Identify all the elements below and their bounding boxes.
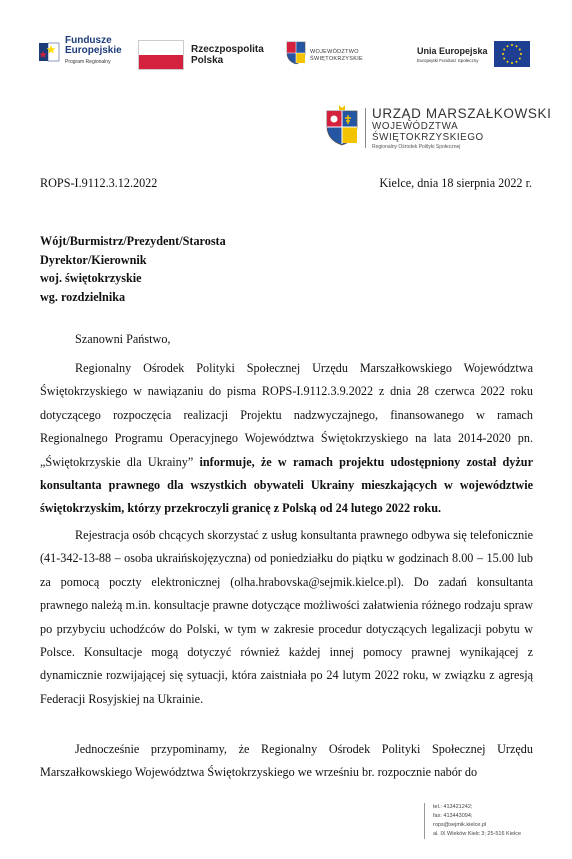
recipient-line: wg. rozdzielnika (40, 289, 126, 304)
fe-line3: Program Regionalny (65, 59, 111, 65)
ws-line2: ŚWIĘTOKRZYSKIE (310, 55, 363, 62)
rp-line2: Polska (191, 55, 224, 66)
paragraph-1-text: Regionalny Ośrodek Polityki Społecznej Urzędu Marszałkowskiego Województwa Świętokrzyskiego w nawiązaniu do pisma ROPS-I.9112.3.9.2022 z dnia 28 czerwca 2022 roku dotyczącego rozpoczęcia realizacji Projektu nadzwyczajnego, finansowanego w ramach Regionalnego Programu Operacyjnego Województwa Świętokrzyskiego na lata 2014-2020 pn. „Świętokrzyskie dla Ukrainy” (40, 361, 533, 469)
large-coat-of-arms-icon (325, 104, 359, 151)
reference-number: ROPS-I.9112.3.12.2022 (40, 176, 158, 190)
urzad-marszalkowski-logo (325, 104, 572, 151)
fe-line1: Fundusze (65, 35, 112, 46)
recipient-line: woj. świętokrzyskie (40, 271, 142, 285)
footer-phone: tel.: 413421242; (433, 804, 473, 810)
ws-line1: WOJEWÓDZTWO (310, 48, 359, 55)
recipient-line: Wójt/Burmistrz/Prezydent/Starosta (40, 234, 226, 248)
wojewodztwo-logo (286, 41, 363, 70)
footer-email: rops@sejmik.kielce.pl (433, 822, 487, 828)
footer-fax: fax: 413443094; (433, 813, 473, 819)
fundusze-europejskie-logo (38, 36, 122, 67)
paragraph-2: Rejestracja osób chcących skorzystać z usług konsultanta prawnego odbywa się telefonicznie (41-342-13-88 – osoba ukraińskojęzyczna) od poniedziałku do piątku w godzinach 8.00 – 15.00 lub za pomocą poczty elektronicznej (olha.hrabovska@sejmik.kielce.pl). Do zadań konsultanta prawnego należą m.in. konsultacje prawne dotyczące możliwości załatwienia różnego rodzaju spraw po przybyciu uchodźców do Polski, w tym w zakresie procedur dotyczących legalizacji pobytu w Polsce. Konsultacje mogą dotyczyć również każdej innej pomocy prawnej wynikającej z dynamicznie rozwijającej się sytuacji, która zaistniała po 24 lutym 2022 roku, w związku z agresją Federacji Rosyjskiej na Ukrainie. (40, 528, 533, 706)
um-line1: URZĄD MARSZAŁKOWSKI (372, 105, 552, 121)
logo-bar (0, 0, 572, 80)
fe-line2: Europejskie (65, 45, 122, 56)
rp-line1: Rzeczpospolita (191, 44, 264, 55)
eu-flag-icon (494, 41, 530, 67)
paragraph-1-bold: informuje, że w ramach projektu udostępniony został dyżur konsultanta prawnego dla wszystkich obywateli Ukrainy mieszkających w województwie świętokrzyskim, którzy przekroczyli granicę z Polską od 24 lutego 2022 roku. (40, 454, 533, 516)
fe-star-icon (38, 41, 60, 63)
paragraph-1 (40, 357, 533, 521)
um-line3: Regionalny Ośrodek Polityki Społecznej (372, 143, 461, 150)
ue-line1: Unia Europejska (417, 45, 488, 56)
unia-europejska-logo (417, 41, 530, 67)
contact-footer (424, 803, 521, 839)
ue-line2: Europejski Fundusz Społeczny (417, 57, 479, 63)
greeting: Szanowni Państwo, (75, 332, 171, 346)
polish-flag-icon (138, 40, 184, 70)
um-line2: WOJEWÓDZTWA ŚWIĘTOKRZYSKIEGO (372, 120, 484, 143)
logo-divider (365, 108, 366, 148)
coat-of-arms-icon (286, 41, 306, 70)
recipient-line: Dyrektor/Kierownik (40, 252, 147, 267)
footer-address: al. IX Wieków Kielc 3; 25-516 Kielce (433, 831, 522, 837)
letter-date: Kielce, dnia 18 sierpnia 2022 r. (379, 176, 532, 190)
rzeczpospolita-polska-logo (138, 40, 264, 70)
recipients-block (40, 232, 226, 306)
paragraph-3: Jednocześnie przypominamy, że Regionalny Ośrodek Polityki Społecznej Urzędu Marszałkowskiego Województwa Świętokrzyskiego we wrześniu br. rozpocznie nabór do (40, 742, 533, 780)
